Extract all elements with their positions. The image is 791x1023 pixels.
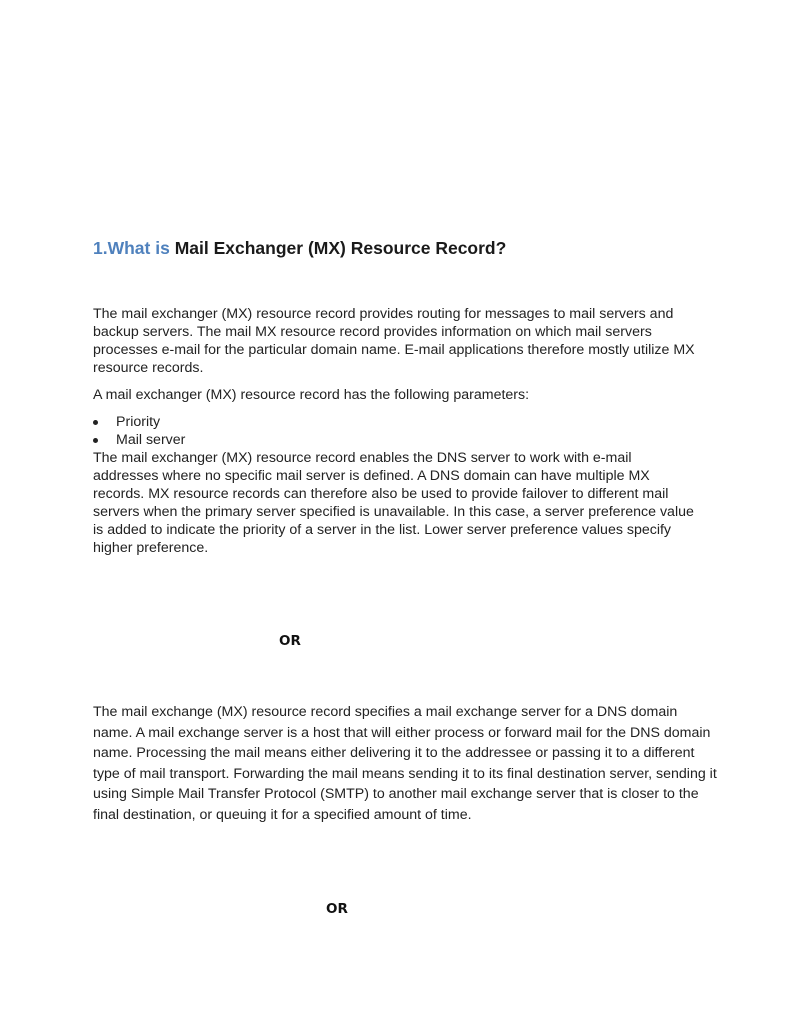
- list-item: [93, 431, 185, 449]
- section-heading: [93, 238, 506, 259]
- or-separator-second: OR: [326, 901, 348, 917]
- parameters-list: [93, 413, 185, 449]
- alternate-paragraph: The mail exchange (MX) resource record specifies a mail exchange server for a DNS domain name. A mail exchange server is a host that will either process or forward mail for the DNS domain name. Processing the mail means either delivering it to the addressee or passing it to a different type of mail transport. Forwarding the mail means sending it to its final destination server, sending it using Simple Mail Transfer Protocol (SMTP) to another mail exchange server that is closer to the final destination, or queuing it for a specified amount of time.: [93, 704, 717, 823]
- list-item: [93, 413, 185, 431]
- list-item-label: Priority: [116, 414, 161, 430]
- or-separator-first: OR: [279, 633, 301, 649]
- intro-paragraph: The mail exchanger (MX) resource record provides routing for messages to mail servers and backup servers. The mail MX resource record provides information on which mail servers processes e-mail for the particular domain name. E-mail applications therefore mostly utilize MX resource records.: [93, 306, 695, 376]
- list-item-label: Mail server: [116, 432, 186, 448]
- heading-prefix: 1.What is: [93, 238, 170, 258]
- details-paragraph: The mail exchanger (MX) resource record enables the DNS server to work with e-mail addresses where no specific mail server is defined. A DNS domain can have multiple MX records. MX resource records can therefore also be used to provide failover to different mail servers when the primary server specified is unavailable. In this case, a server preference value is added to indicate the priority of a server in the list. Lower server preference values specify higher preference.: [93, 450, 694, 556]
- heading-title: Mail Exchanger (MX) Resource Record?: [174, 238, 507, 258]
- parameters-intro: A mail exchanger (MX) resource record has the following parameters:: [93, 387, 530, 403]
- bullet-icon: [93, 438, 98, 443]
- bullet-icon: [93, 420, 98, 425]
